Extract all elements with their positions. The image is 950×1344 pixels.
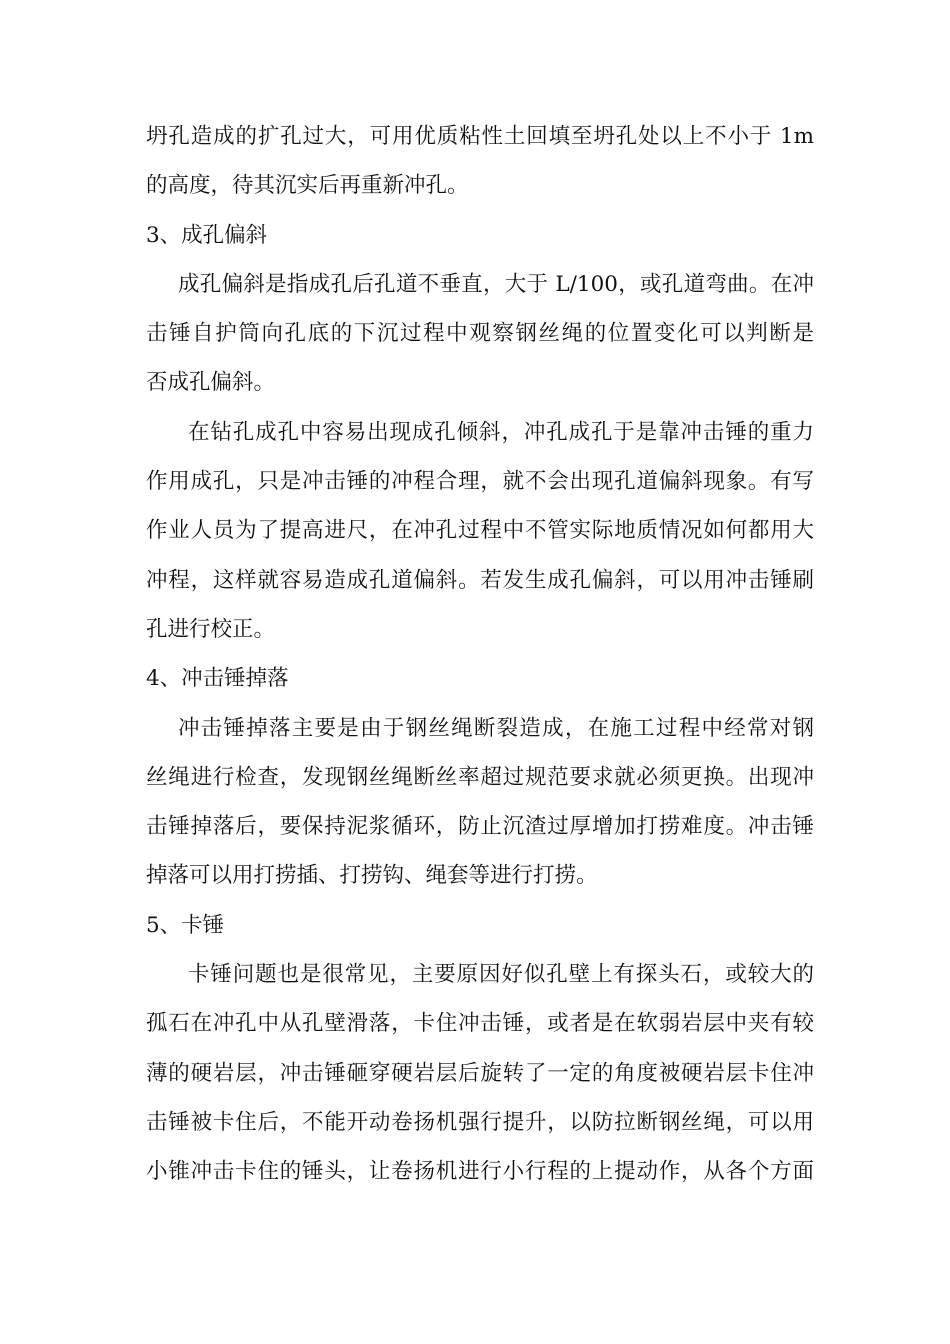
paragraph-line: 卡锤问题也是很常见，主要原因好似孔壁上有探头石，或较大的 (188, 962, 814, 988)
paragraph-line: 掉落可以用打捞插、打捞钩、绳套等进行打捞。 (146, 863, 598, 889)
paragraph-line: 作用成孔，只是冲击锤的冲程合理，就不会出现孔道偏斜现象。有写 (146, 469, 814, 495)
document-body (146, 112, 814, 1197)
section-heading: 5、卡锤 (146, 912, 225, 938)
paragraph-line: 否成孔偏斜。 (146, 370, 276, 396)
section-heading: 3、成孔偏斜 (146, 222, 268, 248)
paragraph-line: 坍孔造成的扩孔过大，可用优质粘性土回填至坍孔处以上不小于 1m (146, 124, 814, 149)
paragraph-line: 成孔偏斜是指成孔后孔道不垂直，大于 L/100，或孔道弯曲。在冲 (178, 271, 814, 297)
paragraph-line: 作业人员为了提高进尺，在冲孔过程中不管实际地质情况如何都用大 (146, 518, 814, 544)
paragraph-line: 击锤自护筒向孔底的下沉过程中观察钢丝绳的位置变化可以判断是 (146, 321, 814, 347)
paragraph-line: 薄的硬岩层，冲击锤砸穿硬岩层后旋转了一定的角度被硬岩层卡住冲 (146, 1060, 814, 1086)
section-heading: 4、冲击锤掉落 (146, 666, 289, 692)
paragraph-line: 冲程，这样就容易造成孔道偏斜。若发生成孔偏斜，可以用冲击锤刷 (146, 567, 814, 593)
paragraph-line: 击锤掉落后，要保持泥浆循环，防止沉渣过厚增加打捞难度。冲击锤 (146, 814, 814, 840)
paragraph-line: 在钻孔成孔中容易出现成孔倾斜，冲孔成孔于是靠冲击锤的重力 (188, 419, 814, 445)
paragraph-line: 击锤被卡住后，不能开动卷扬机强行提升，以防拉断钢丝绳，可以用 (146, 1109, 814, 1135)
paragraph-line: 孔进行校正。 (146, 616, 276, 642)
paragraph-line: 冲击锤掉落主要是由于钢丝绳断裂造成，在施工过程中经常对钢 (178, 715, 814, 741)
paragraph-line: 小锥冲击卡住的锤头，让卷扬机进行小行程的上提动作，从各个方面 (146, 1159, 814, 1185)
paragraph-line: 的高度，待其沉实后再重新冲孔。 (146, 173, 469, 199)
paragraph-line: 孤石在冲孔中从孔壁滑落，卡住冲击锤，或者是在软弱岩层中夹有较 (146, 1011, 814, 1037)
paragraph-line: 丝绳进行检查，发现钢丝绳断丝率超过规范要求就必须更换。出现冲 (146, 764, 814, 790)
